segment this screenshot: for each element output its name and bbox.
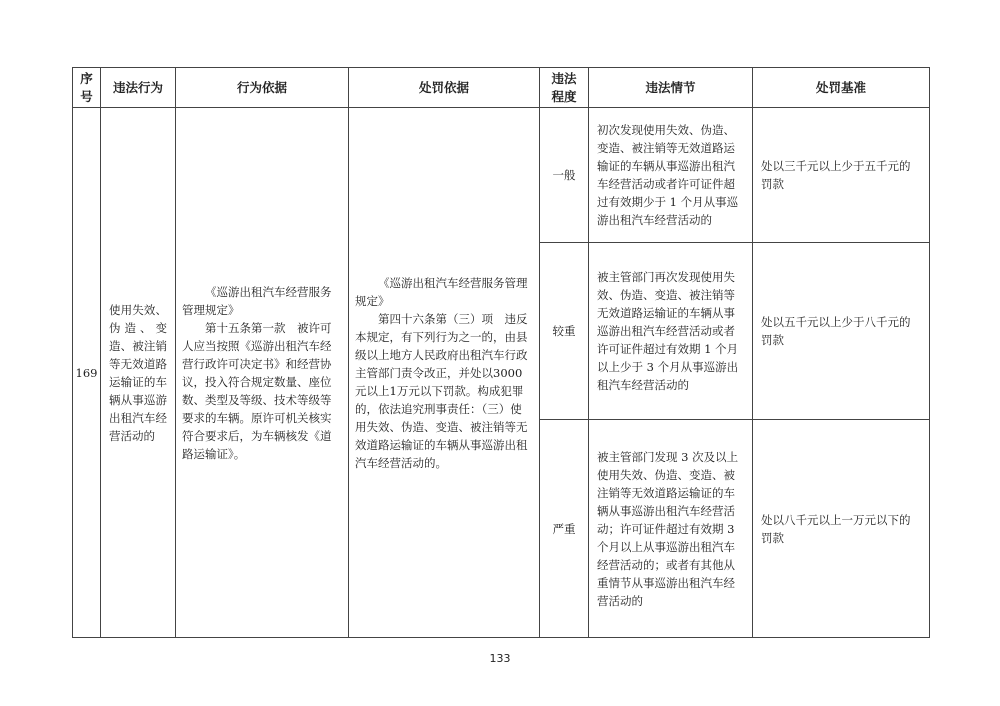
standard-severe: 处以八千元以上一万元以下的罚款 bbox=[753, 420, 930, 638]
degree-serious: 较重 bbox=[540, 243, 589, 420]
row-number: 169 bbox=[73, 108, 101, 638]
header-circumstance: 违法情节 bbox=[589, 68, 753, 108]
standard-serious: 处以五千元以上少于八千元的罚款 bbox=[753, 243, 930, 420]
circumstance-severe: 被主管部门发现 3 次及以上使用失效、伪造、变造、被注销等无效道路运输证的车辆从事巡游出租汽车经营活动；许可证件超过有效期 3 个月以上从事巡游出租汽车经营活动的；或者有其他从重情节从事巡游出租汽车经营活动的 bbox=[589, 420, 753, 638]
standard-general: 处以三千元以上少于五千元的罚款 bbox=[753, 108, 930, 243]
header-penalty-basis: 处罚依据 bbox=[349, 68, 540, 108]
basis-title: 《巡游出租汽车经营服务管理规定》 bbox=[182, 284, 332, 317]
circumstance-serious: 被主管部门再次发现使用失效、伪造、变造、被注销等无效道路运输证的车辆从事巡游出租汽车经营活动或者许可证件超过有效期 1 个月以上少于 3 个月从事巡游出租汽车经营活动的 bbox=[589, 243, 753, 420]
page-number: 133 bbox=[489, 652, 511, 665]
penalty-text: 第四十六条第（三）项 违反本规定，有下列行为之一的，由县级以上地方人民政府出租汽车行政主管部门责令改正，并处以3000元以上1万元以下罚款。构成犯罪的，依法追究刑事责任：（三）使用失效、伪造、变造、被注销等无效道路运输证的车辆从事巡游出租汽车经营活动的。 bbox=[355, 311, 528, 470]
header-no: 序号 bbox=[73, 68, 101, 108]
header-standard: 处罚基准 bbox=[753, 68, 930, 108]
header-row bbox=[73, 68, 930, 108]
penalty-title: 《巡游出租汽车经营服务管理规定》 bbox=[355, 275, 528, 308]
degree-severe: 严重 bbox=[540, 420, 589, 638]
penalty-basis bbox=[349, 108, 540, 638]
table-row bbox=[73, 108, 930, 243]
header-basis: 行为依据 bbox=[176, 68, 349, 108]
degree-general: 一般 bbox=[540, 108, 589, 243]
violation-behavior: 使用失效、伪造、变造、被注销等无效道路运输证的车辆从事巡游出租汽车经营活动的 bbox=[101, 108, 176, 638]
behavior-basis bbox=[176, 108, 349, 638]
circumstance-general: 初次发现使用失效、伪造、变造、被注销等无效道路运输证的车辆从事巡游出租汽车经营活动或者许可证件超过有效期少于 1 个月从事巡游出租汽车经营活动的 bbox=[589, 108, 753, 243]
header-degree: 违法程度 bbox=[540, 68, 589, 108]
penalty-table bbox=[72, 67, 930, 638]
basis-text: 第十五条第一款 被许可人应当按照《巡游出租汽车经营行政许可决定书》和经营协议，投入符合规定数量、座位数、类型及等级、技术等级等要求的车辆。原许可机关核实符合要求后，为车辆核发《道路运输证》。 bbox=[182, 320, 332, 461]
header-behavior: 违法行为 bbox=[101, 68, 176, 108]
